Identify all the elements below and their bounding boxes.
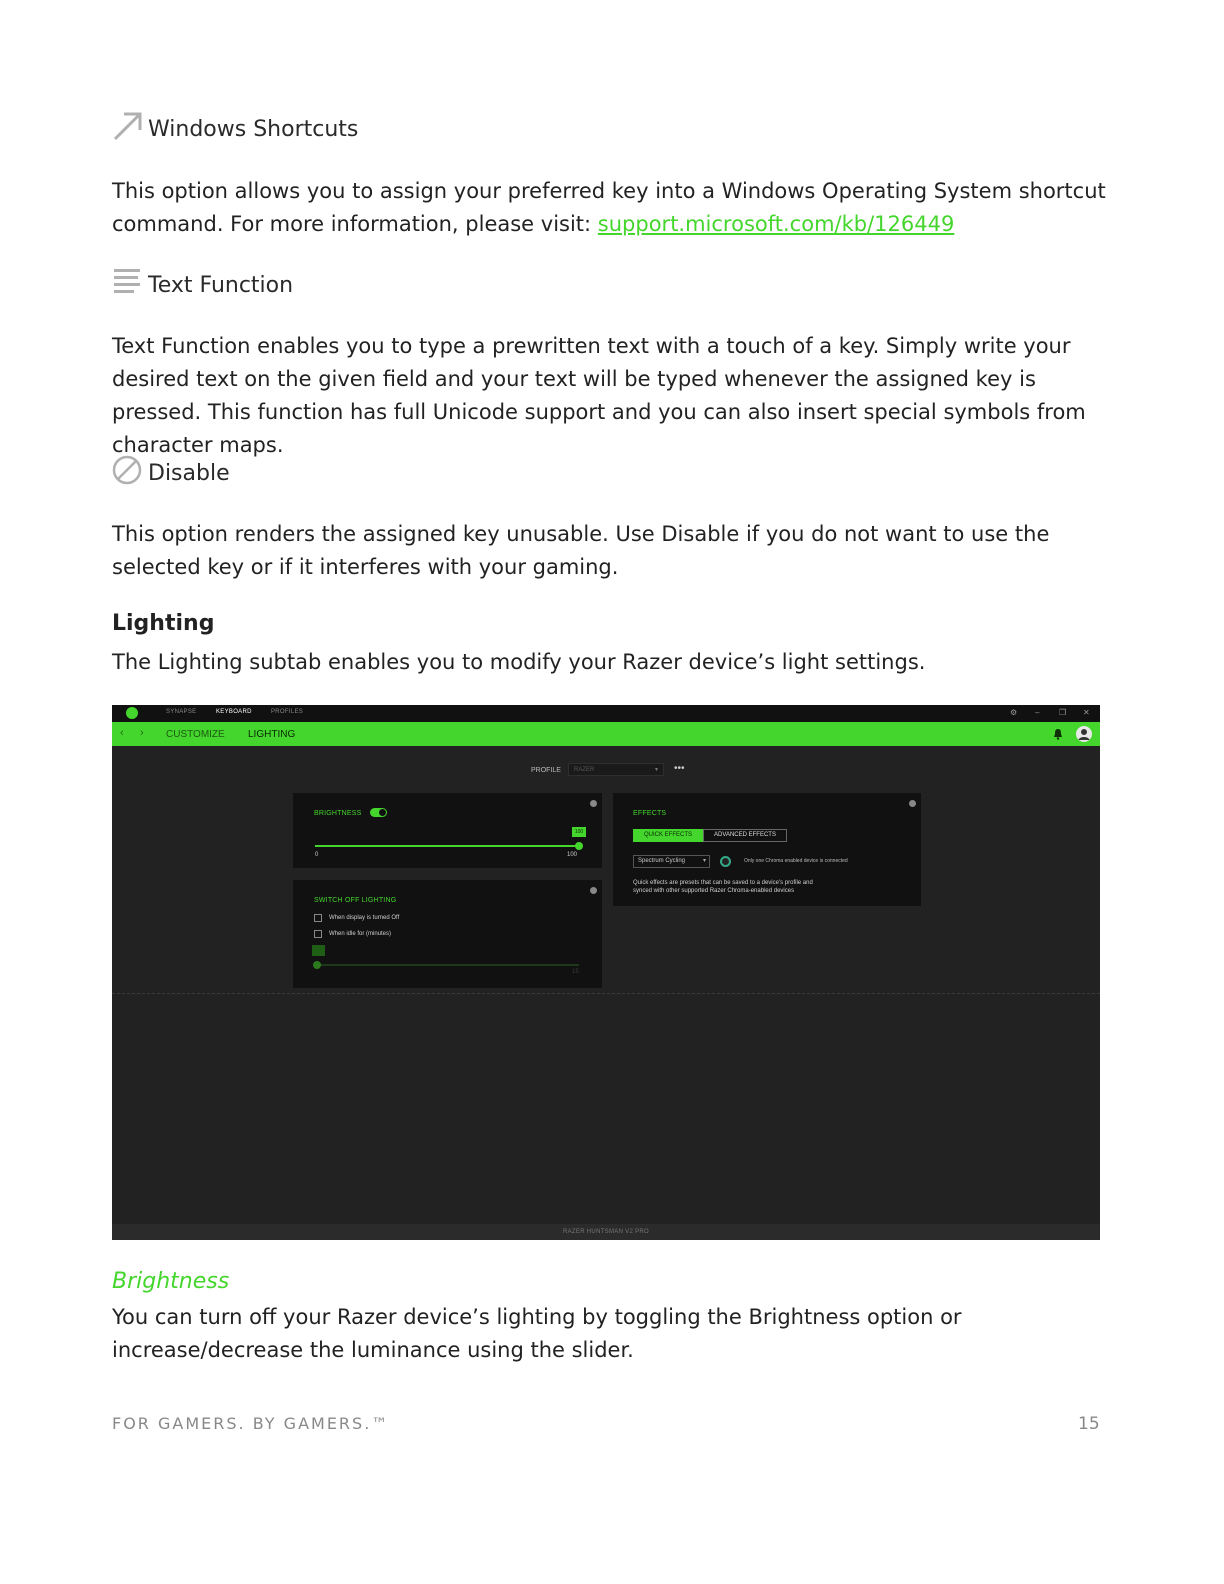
minimize-icon[interactable]: – <box>1035 708 1040 717</box>
tab-advanced-effects[interactable]: ADVANCED EFFECTS <box>703 829 787 842</box>
brightness-slider-fill <box>315 845 579 847</box>
text-function-heading <box>112 266 293 298</box>
effects-label: EFFECTS <box>633 810 667 817</box>
brightness-heading: Brightness <box>112 1269 230 1294</box>
microsoft-support-link[interactable]: support.microsoft.com/kb/126449 <box>597 212 955 236</box>
idle-checkbox[interactable] <box>314 930 322 938</box>
effects-description-line2: synced with other supported Razer Chroma-enabled devices <box>633 888 795 894</box>
windows-shortcuts-body <box>112 175 1107 241</box>
brightness-value-badge: 100 <box>572 827 586 837</box>
footer-tagline: FOR GAMERS. BY GAMERS.™ <box>112 1414 390 1433</box>
info-icon[interactable] <box>590 800 597 807</box>
device-preview-area <box>112 993 1100 1224</box>
profile-value: RAZER <box>574 767 595 773</box>
tab-quick-effects[interactable]: QUICK EFFECTS <box>633 829 703 842</box>
brightness-label: BRIGHTNESS <box>314 810 362 817</box>
text-lines-icon <box>112 266 146 298</box>
razer-logo-icon <box>126 707 138 719</box>
switch-off-lighting-card <box>293 880 602 988</box>
disable-body: This option renders the assigned key unusable. Use Disable if you do not want to use the selected key or if it interferes with your gaming. <box>112 522 1050 579</box>
windows-shortcuts-text: This option allows you to assign your preferred key into a Windows Operating System shortcut command. For more information, please visit: <box>112 179 1106 236</box>
chroma-note: Only one Chroma enabled device is connected <box>744 858 848 864</box>
info-icon[interactable] <box>909 800 916 807</box>
info-icon[interactable] <box>590 887 597 894</box>
brightness-min-label: 0 <box>315 852 319 858</box>
brightness-toggle[interactable] <box>370 808 387 817</box>
sub-tab-customize[interactable]: CUSTOMIZE <box>166 729 225 740</box>
synapse-lighting-screenshot <box>112 705 1100 1240</box>
device-name: RAZER HUNTSMAN V2 PRO <box>563 1229 649 1235</box>
text-function-title: Text Function <box>148 273 294 298</box>
brightness-body: You can turn off your Razer device’s lighting by toggling the Brightness option or increase/decrease the luminance using the slider. <box>112 1305 962 1362</box>
top-tab-profiles[interactable]: PROFILES <box>271 709 304 715</box>
windows-shortcuts-title: Windows Shortcuts <box>148 117 359 142</box>
close-icon[interactable]: ✕ <box>1083 708 1090 717</box>
windows-shortcuts-heading <box>112 110 358 142</box>
profile-dropdown[interactable] <box>568 763 664 776</box>
effects-card <box>613 793 921 906</box>
idle-slider-thumb[interactable] <box>313 961 321 969</box>
chroma-icon <box>720 856 731 867</box>
chevron-down-icon: ▾ <box>654 767 658 773</box>
sub-navigation-bar <box>112 722 1100 746</box>
maximize-icon[interactable]: ❐ <box>1059 708 1067 717</box>
lighting-heading: Lighting <box>112 611 215 636</box>
forward-arrow-icon[interactable]: › <box>140 727 144 739</box>
lighting-body: The Lighting subtab enables you to modify your Razer device’s light settings. <box>112 650 926 674</box>
disable-title: Disable <box>148 461 230 486</box>
brightness-slider-thumb[interactable] <box>575 842 583 850</box>
effects-description-line1: Quick effects are presets that can be saved to a device's profile and <box>633 880 813 886</box>
effect-dropdown[interactable] <box>633 855 710 868</box>
brightness-slider-track[interactable] <box>315 845 579 847</box>
switch-off-lighting-label: SWITCH OFF LIGHTING <box>314 897 397 904</box>
disable-icon <box>112 454 146 486</box>
sub-tab-lighting[interactable]: LIGHTING <box>248 729 296 740</box>
idle-label: When idle for (minutes) <box>329 931 392 937</box>
idle-minutes-input[interactable] <box>312 945 325 956</box>
settings-gear-icon[interactable]: ⚙ <box>1010 708 1018 717</box>
brightness-card <box>293 793 602 868</box>
arrow-up-right-icon <box>112 110 146 142</box>
idle-slider-track[interactable] <box>315 964 579 966</box>
page-number: 15 <box>1078 1414 1100 1434</box>
brightness-max-label: 100 <box>567 852 578 858</box>
top-tab-synapse[interactable]: SYNAPSE <box>166 709 197 715</box>
toggle-knob <box>379 809 386 816</box>
effect-value: Spectrum Cycling <box>638 858 686 864</box>
top-tab-keyboard[interactable]: KEYBOARD <box>216 709 252 715</box>
idle-max-label: 15 <box>572 969 579 975</box>
disable-heading <box>112 454 230 486</box>
notification-bell-icon[interactable] <box>1053 727 1063 739</box>
display-off-checkbox[interactable] <box>314 914 322 922</box>
chevron-down-icon: ▾ <box>702 858 706 864</box>
back-arrow-icon[interactable]: ‹ <box>120 727 124 739</box>
user-avatar[interactable] <box>1076 726 1092 742</box>
text-function-body: Text Function enables you to type a prewritten text with a touch of a key. Simply write your desired text on the given field and your text will be typed whenever the assigned key is pressed. This function has full Unicode support and you can also insert special symbols from character maps. <box>112 334 1086 457</box>
display-off-label: When display is turned Off <box>329 915 400 921</box>
more-options-icon[interactable]: ••• <box>674 763 685 774</box>
title-bar <box>112 705 1100 722</box>
profile-label: PROFILE <box>531 767 561 774</box>
